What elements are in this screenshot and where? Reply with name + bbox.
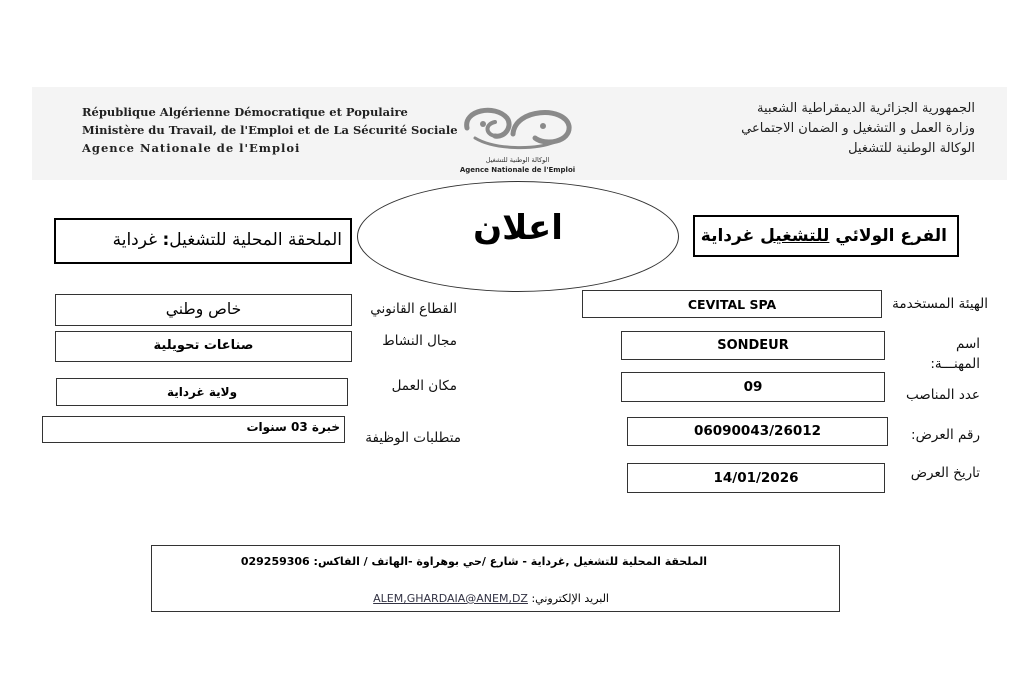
local-office-city: غرداية bbox=[112, 230, 163, 250]
positions-field bbox=[621, 372, 885, 402]
logo-caption-ar: الوكالة الوطنية للتشغيل bbox=[485, 156, 550, 164]
requirements-field bbox=[42, 416, 345, 443]
positions-label: عدد المناصب bbox=[905, 387, 980, 403]
agency-name-ar: الوكالة الوطنية للتشغيل bbox=[848, 141, 975, 156]
job-name-value: SONDEUR bbox=[717, 338, 789, 353]
activity-value: صناعات تحويلية bbox=[153, 338, 254, 353]
workplace-label: مكان العمل bbox=[391, 378, 457, 394]
republic-name-ar: الجمهورية الجزائرية الديمقراطية الشعبية bbox=[757, 101, 975, 116]
republic-name-fr: République Algérienne Démocratique et Populaire bbox=[82, 105, 408, 119]
announcement-title: اعلان bbox=[473, 208, 563, 248]
positions-value: 09 bbox=[743, 379, 763, 395]
contact-address: الملحقة المحلية للتشغيل ,غرداية - شارع /حي بوهراوة -الهاتف / الفاكس: 029259306 bbox=[240, 555, 707, 568]
job-name-field bbox=[621, 331, 885, 360]
local-office-prefix: الملحقة المحلية للتشغيل bbox=[169, 230, 342, 250]
offer-date-value: 14/01/2026 bbox=[713, 470, 799, 486]
contact-email-line bbox=[373, 592, 609, 605]
job-name-label-2: المهنـــة: bbox=[930, 356, 980, 372]
legal-sector-label: القطاع القانوني bbox=[370, 301, 457, 317]
offer-number-value: 06090043/26012 bbox=[693, 423, 822, 439]
branch-box bbox=[693, 215, 959, 257]
legal-sector-field bbox=[55, 294, 352, 326]
email-label: البريد الإلكتروني: bbox=[527, 592, 609, 605]
contact-box bbox=[151, 545, 840, 612]
activity-label: مجال النشاط bbox=[382, 333, 457, 349]
requirements-label: متطلبات الوظيفة bbox=[365, 430, 461, 446]
agency-name-fr: Agence Nationale de l'Emploi bbox=[82, 141, 301, 155]
workplace-field bbox=[56, 378, 348, 406]
employer-value: CEVITAL SPA bbox=[687, 297, 777, 312]
local-office-title bbox=[113, 230, 342, 250]
ministry-name-fr: Ministère du Travail, de l'Emploi et de La Sécurité Sociale bbox=[82, 123, 458, 137]
local-office-box bbox=[54, 218, 352, 264]
employer-label: الهيئة المستخدمة bbox=[892, 296, 988, 312]
ministry-name-ar: وزارة العمل و التشغيل و الضمان الاجتماعي bbox=[741, 121, 975, 136]
email-link[interactable]: ALEM,GHARDAIA@ANEM,DZ bbox=[373, 592, 528, 605]
anem-logo bbox=[455, 98, 580, 178]
offer-date-label: تاريخ العرض bbox=[910, 465, 980, 481]
branch-middle: للتشغيل bbox=[760, 226, 830, 246]
workplace-value: ولاية غرداية bbox=[166, 385, 238, 399]
offer-number-label: رقم العرض: bbox=[911, 427, 980, 443]
anem-logo-icon bbox=[455, 98, 580, 154]
local-office-colon: : bbox=[162, 230, 170, 250]
job-name-label-1: اسم bbox=[955, 336, 980, 352]
branch-title bbox=[701, 226, 947, 246]
announcement-ellipse bbox=[357, 181, 679, 292]
logo-caption-fr: Agence Nationale de l'Emploi bbox=[459, 166, 576, 174]
requirements-value: خبرة 03 سنوات bbox=[246, 420, 340, 434]
employer-field bbox=[582, 290, 882, 318]
legal-sector-value: خاص وطني bbox=[165, 300, 242, 318]
activity-field bbox=[55, 331, 352, 362]
branch-suffix: غرداية bbox=[700, 226, 761, 246]
branch-prefix: الفرع الولائي bbox=[829, 226, 947, 246]
offer-number-field bbox=[627, 417, 888, 446]
offer-date-field bbox=[627, 463, 885, 493]
